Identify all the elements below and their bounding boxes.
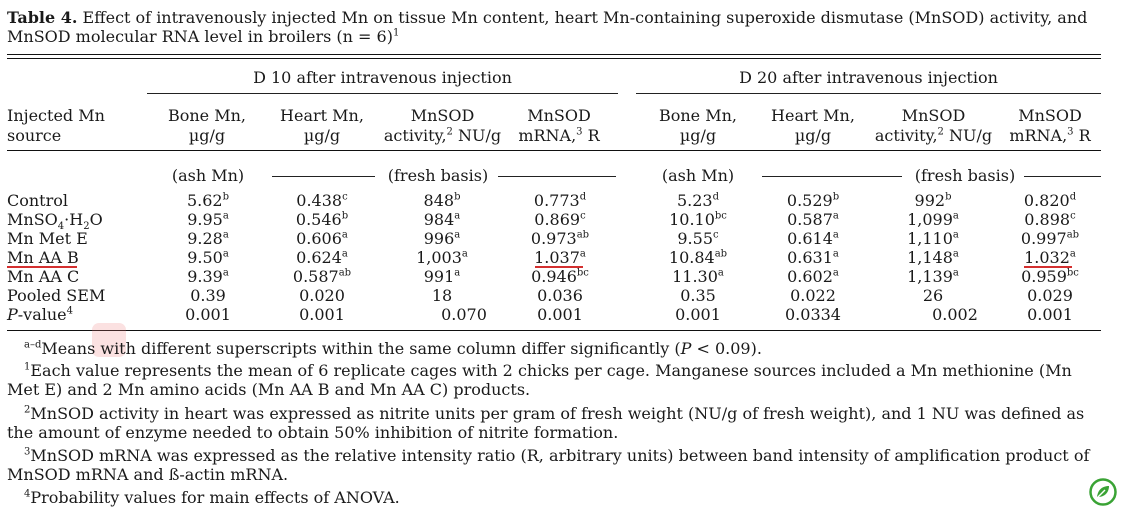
cell-mrna-d10 [500,248,620,267]
cell-superscript: a [222,248,229,260]
cell-superscript: a [952,210,959,222]
cell-value: 0.001 [299,305,345,324]
hdr-text: µg/g [303,126,341,145]
fn-text: Means with different superscripts within the same column differ significantly ( [41,339,681,358]
hdr-text: activity, [383,126,447,145]
cell-mrna-d20 [990,286,1110,305]
cell-superscript: ab [714,248,728,260]
cell-value: 0.529 [786,191,833,210]
cell-heart-d10 [262,248,382,267]
cell-value: 0.001 [537,305,583,324]
cell-value: 0.029 [1027,286,1073,305]
cell-value: 0.606 [296,229,342,248]
cell-bone-d20 [638,248,758,267]
cell-bone-d10 [148,286,268,305]
cell-value: 5.62 [186,191,223,210]
hdr-sup: 3 [1067,126,1074,138]
cell-heart-d20 [753,248,873,267]
cell-value: 0.020 [299,286,345,305]
cell-bone-d10 [148,229,268,248]
cell-superscript: a [222,210,229,222]
hdr-text: NU/g [943,126,993,145]
cell-value: 0.973 [530,229,577,248]
cell-superscript: a [952,248,959,260]
cell-bone-d10 [148,305,268,324]
cell-heart-d20 [753,210,873,229]
bottom-rule [7,330,1101,331]
cell-heart-d10 [262,191,382,210]
hdr-text: µg/g [188,126,226,145]
cell-value: 0.773 [533,191,580,210]
col-header-bone-d10 [147,106,267,146]
cell-heart-d10 [262,305,382,324]
cell-mrna-d20 [990,191,1110,210]
hdr-text: MnSOD [901,106,966,125]
cell-activity-d20 [873,286,993,305]
cell-superscript: a [952,229,959,241]
cell-superscript: d [1069,191,1077,203]
cell-activity-d20 [873,267,993,286]
cell-superscript: ab [338,267,352,279]
cell-value: 991 [423,267,455,286]
cell-value: 0.546 [295,210,342,229]
cell-value: 1,003 [416,248,462,267]
fn-text: < 0.09). [691,339,762,358]
cell-mrna-d20 [990,210,1110,229]
cell-superscript: a [832,229,839,241]
cell-value: 0.001 [1027,305,1073,324]
cell-mrna-d20 [990,305,1110,324]
cell-superscript: c [1070,210,1076,222]
cell-superscript: b [454,191,461,203]
col-header-mrna-d20 [995,106,1105,146]
basis-rule-d10-right [498,176,616,177]
cell-value: 9.28 [187,229,223,248]
cell-activity-d10 [382,191,502,210]
fn-text: MnSOD activity in heart was expressed as nitrite units per gram of fresh weight (NU/g of fresh weight), and 1 NU was defined as the amount of enzyme needed to obtain 50% inhibition of nitrite formation. [7,404,1085,442]
cell-superscript: d [712,191,720,203]
annotation-underline-mrna-d20 [1024,266,1072,268]
cell-bone-d20 [638,267,758,286]
table-caption [7,8,1112,46]
cell-mrna-d20 [990,267,1110,286]
cell-bone-d10 [148,248,268,267]
cell-superscript: b [945,191,952,203]
annotation-underline-mn-aa-b [7,266,77,268]
cell-superscript: a [832,210,839,222]
basis-ash-d10: (ash Mn) [171,166,245,185]
col-header-source [7,106,137,146]
cell-mrna-d10 [500,210,620,229]
col-header-bone-d20 [638,106,758,146]
group-rule-d10 [147,93,618,94]
cell-heart-d20 [753,229,873,248]
basis-fresh-d10: (fresh basis) [387,166,489,185]
fn-sup: 4 [24,488,31,500]
cell-superscript: a [579,248,586,260]
cell-value: 10.10 [669,210,715,229]
hdr-text: R [582,126,600,145]
cell-value: 1.037 [534,248,580,267]
cell-superscript: a [1069,248,1076,260]
caption-footnote-ref: 1 [392,27,400,39]
cell-value: 9.39 [187,267,223,286]
group-header-d10: D 10 after intravenous injection [253,68,512,87]
cell-superscript: c [580,210,586,222]
cell-bone-d20 [638,305,758,324]
cell-value: 984 [423,210,455,229]
cell-value: 0.002 [932,305,978,324]
cell-value: 11.30 [672,267,718,286]
cell-value: 0.820 [1023,191,1070,210]
hdr-text: µg/g [679,126,717,145]
cell-heart-d20 [753,286,873,305]
hdr-text: Bone Mn, [658,106,738,125]
cell-activity-d20 [873,248,993,267]
cell-heart-d10 [262,267,382,286]
footnote-significance [24,339,1124,358]
group-rule-d20 [636,93,1101,94]
cell-value: 18 [431,286,453,305]
hdr-text: mRNA, [518,126,577,145]
cell-superscript: b [222,191,230,203]
cell-superscript: bc [714,210,727,222]
cell-value: 996 [423,229,455,248]
basis-rule-d20-right [1024,176,1101,177]
cell-value: 9.95 [187,210,223,229]
footnote-1 [7,361,1107,399]
group-header-d20: D 20 after intravenous injection [739,68,998,87]
cell-superscript: a [222,229,229,241]
col-header-activity-d10 [375,106,510,146]
hdr-text: MnSOD [1018,106,1082,125]
cell-value: 1,099 [907,210,953,229]
cell-value: 1,148 [907,248,953,267]
cell-value: 0.587 [292,267,339,286]
cell-activity-d10 [382,210,502,229]
header-rule [7,150,1101,151]
hdr-text: MnSOD [410,106,475,125]
row-label-mn-met-e: Mn Met E [7,229,88,248]
cell-bone-d10 [148,191,268,210]
top-rule [7,54,1101,55]
cell-value: 26 [922,286,944,305]
cell-heart-d10 [262,210,382,229]
fn-text: Probability values for main effects of ANOVA. [30,488,400,507]
hdr-text: Heart Mn, [771,106,855,125]
cell-value: 0.898 [1024,210,1071,229]
basis-ash-d20: (ash Mn) [661,166,735,185]
cell-heart-d20 [753,191,873,210]
cell-superscript: c [342,191,348,203]
cell-value: 9.55 [677,229,713,248]
cell-value: 0.001 [185,305,231,324]
cell-activity-d20 [873,210,993,229]
col-header-source-l2: source [7,126,62,145]
cell-value: 10.84 [668,248,715,267]
leaf-logo-icon [1089,478,1117,506]
cell-value: 0.022 [790,286,836,305]
hdr-text: NU/g [452,126,502,145]
cell-heart-d10 [262,286,382,305]
basis-rule-d20-left [762,176,902,177]
fn-p: P [680,339,692,358]
cell-superscript: a [832,248,839,260]
cell-value: 9.50 [187,248,223,267]
cell-superscript: ab [576,229,590,241]
cell-bone-d20 [638,286,758,305]
cell-value: 0.869 [534,210,581,229]
fn-text: Each value represents the mean of 6 replicate cages with 2 chicks per cage. Manganese sources included a Mn methionine (Mn Met E) and 2 Mn amino acids (Mn AA B and Mn AA C) products. [7,361,1072,399]
cell-value: 0.070 [441,305,487,324]
cell-superscript: ab [1066,229,1080,241]
cell-value: 0.39 [190,286,226,305]
cell-mrna-d10 [500,286,620,305]
p-value-sup: 4 [66,305,74,317]
row-label-p-value: P-value$^4$ [7,305,74,324]
row-label-control: Control [7,191,69,210]
fn-sup: a–d [24,339,42,351]
row-label-mn-aa-c: Mn AA C [7,267,80,286]
cell-value: 0.587 [787,210,833,229]
cell-value: 0.602 [787,267,833,286]
cell-superscript: a [717,267,724,279]
hdr-text: µg/g [794,126,832,145]
cell-bone-d10 [148,267,268,286]
cell-value: 992 [914,191,946,210]
cell-activity-d20 [873,191,993,210]
footnote-2 [7,404,1107,442]
cell-superscript: a [454,210,461,222]
cell-superscript: c [713,229,719,241]
hdr-text: activity, [874,126,938,145]
cell-superscript: a [222,267,229,279]
cell-value: 5.23 [676,191,713,210]
cell-heart-d20 [753,267,873,286]
cell-activity-d10 [382,286,502,305]
cell-mrna-d20 [990,248,1110,267]
cell-value: 0.438 [296,191,343,210]
cell-value: 1,110 [907,229,953,248]
col-header-mrna-d10 [504,106,614,146]
cell-superscript: bc [576,267,589,279]
cell-mrna-d10 [500,191,620,210]
cell-value: 0.036 [537,286,583,305]
fn-sup: 1 [24,361,31,373]
cell-value: 0.001 [675,305,721,324]
cell-value: 1.032 [1024,248,1070,267]
hdr-text: MnSOD [527,106,591,125]
caption-text: Effect of intravenously injected Mn on tissue Mn content, heart Mn-containing superoxide dismutase (MnSOD) activity, and MnSOD molecular RNA level in broilers (n = 6) [7,8,1088,46]
cell-mrna-d10 [500,305,620,324]
table-label: Table 4. [7,8,78,27]
cell-bone-d10 [148,210,268,229]
cell-mrna-d10 [500,229,620,248]
cell-value: 848 [423,191,455,210]
cell-value: 0.0334 [785,305,841,324]
cell-activity-d10 [382,248,502,267]
cell-value: 0.946 [531,267,577,286]
row-label-mnso4: $MnSO_4\cdot H_2O$ [7,210,103,233]
hdr-text: mRNA, [1009,126,1068,145]
fn-text: MnSOD mRNA was expressed as the relative intensity ratio (R, arbitrary units) between band intensity of amplification product of MnSOD mRNA and ß-actin mRNA. [7,446,1090,484]
hdr-text: Heart Mn, [280,106,364,125]
cell-superscript: a [832,267,839,279]
cell-bone-d20 [638,210,758,229]
footnote-4 [7,488,1107,507]
cell-mrna-d20 [990,229,1110,248]
cell-superscript: b [832,191,840,203]
row-label-pooled-sem: Pooled SEM [7,286,106,305]
cell-superscript: a [454,229,461,241]
cell-value: 1,139 [907,267,953,286]
cell-superscript: bc [1066,267,1079,279]
cell-superscript: a [341,248,348,260]
cell-heart-d20 [753,305,873,324]
cell-superscript: a [952,267,959,279]
hdr-text: R [1073,126,1091,145]
cell-heart-d10 [262,229,382,248]
fn-sup: 2 [24,404,31,416]
cell-activity-d20 [873,229,993,248]
cell-value: 0.614 [787,229,833,248]
cell-value: 0.631 [787,248,833,267]
cell-superscript: a [341,229,348,241]
cell-value: 0.35 [680,286,716,305]
cell-value: 0.997 [1020,229,1067,248]
col-header-heart-d10 [262,106,382,146]
cell-activity-d10 [382,229,502,248]
cell-activity-d10 [382,267,502,286]
footnote-3 [7,446,1107,484]
cell-superscript: d [579,191,587,203]
cell-value: 0.959 [1021,267,1067,286]
hdr-sup: 3 [576,126,583,138]
row-label-mn-aa-b: Mn AA B [7,248,79,267]
col-header-heart-d20 [753,106,873,146]
hdr-sup: 2 [446,126,453,138]
hdr-sup: 2 [937,126,944,138]
top-rule-second [7,58,1101,59]
basis-rule-d10-left [272,176,375,177]
cell-value: 0.624 [296,248,342,267]
col-header-source-l1: Injected Mn [7,106,105,125]
cell-bone-d20 [638,191,758,210]
cell-superscript: a [454,267,461,279]
col-header-activity-d20 [866,106,1001,146]
cell-bone-d20 [638,229,758,248]
cell-superscript: b [341,210,349,222]
cell-superscript: a [461,248,468,260]
annotation-underline-mrna-d10 [535,266,583,268]
hdr-text: Bone Mn, [167,106,247,125]
basis-fresh-d20: (fresh basis) [914,166,1016,185]
fn-sup: 3 [24,446,31,458]
cell-mrna-d10 [500,267,620,286]
